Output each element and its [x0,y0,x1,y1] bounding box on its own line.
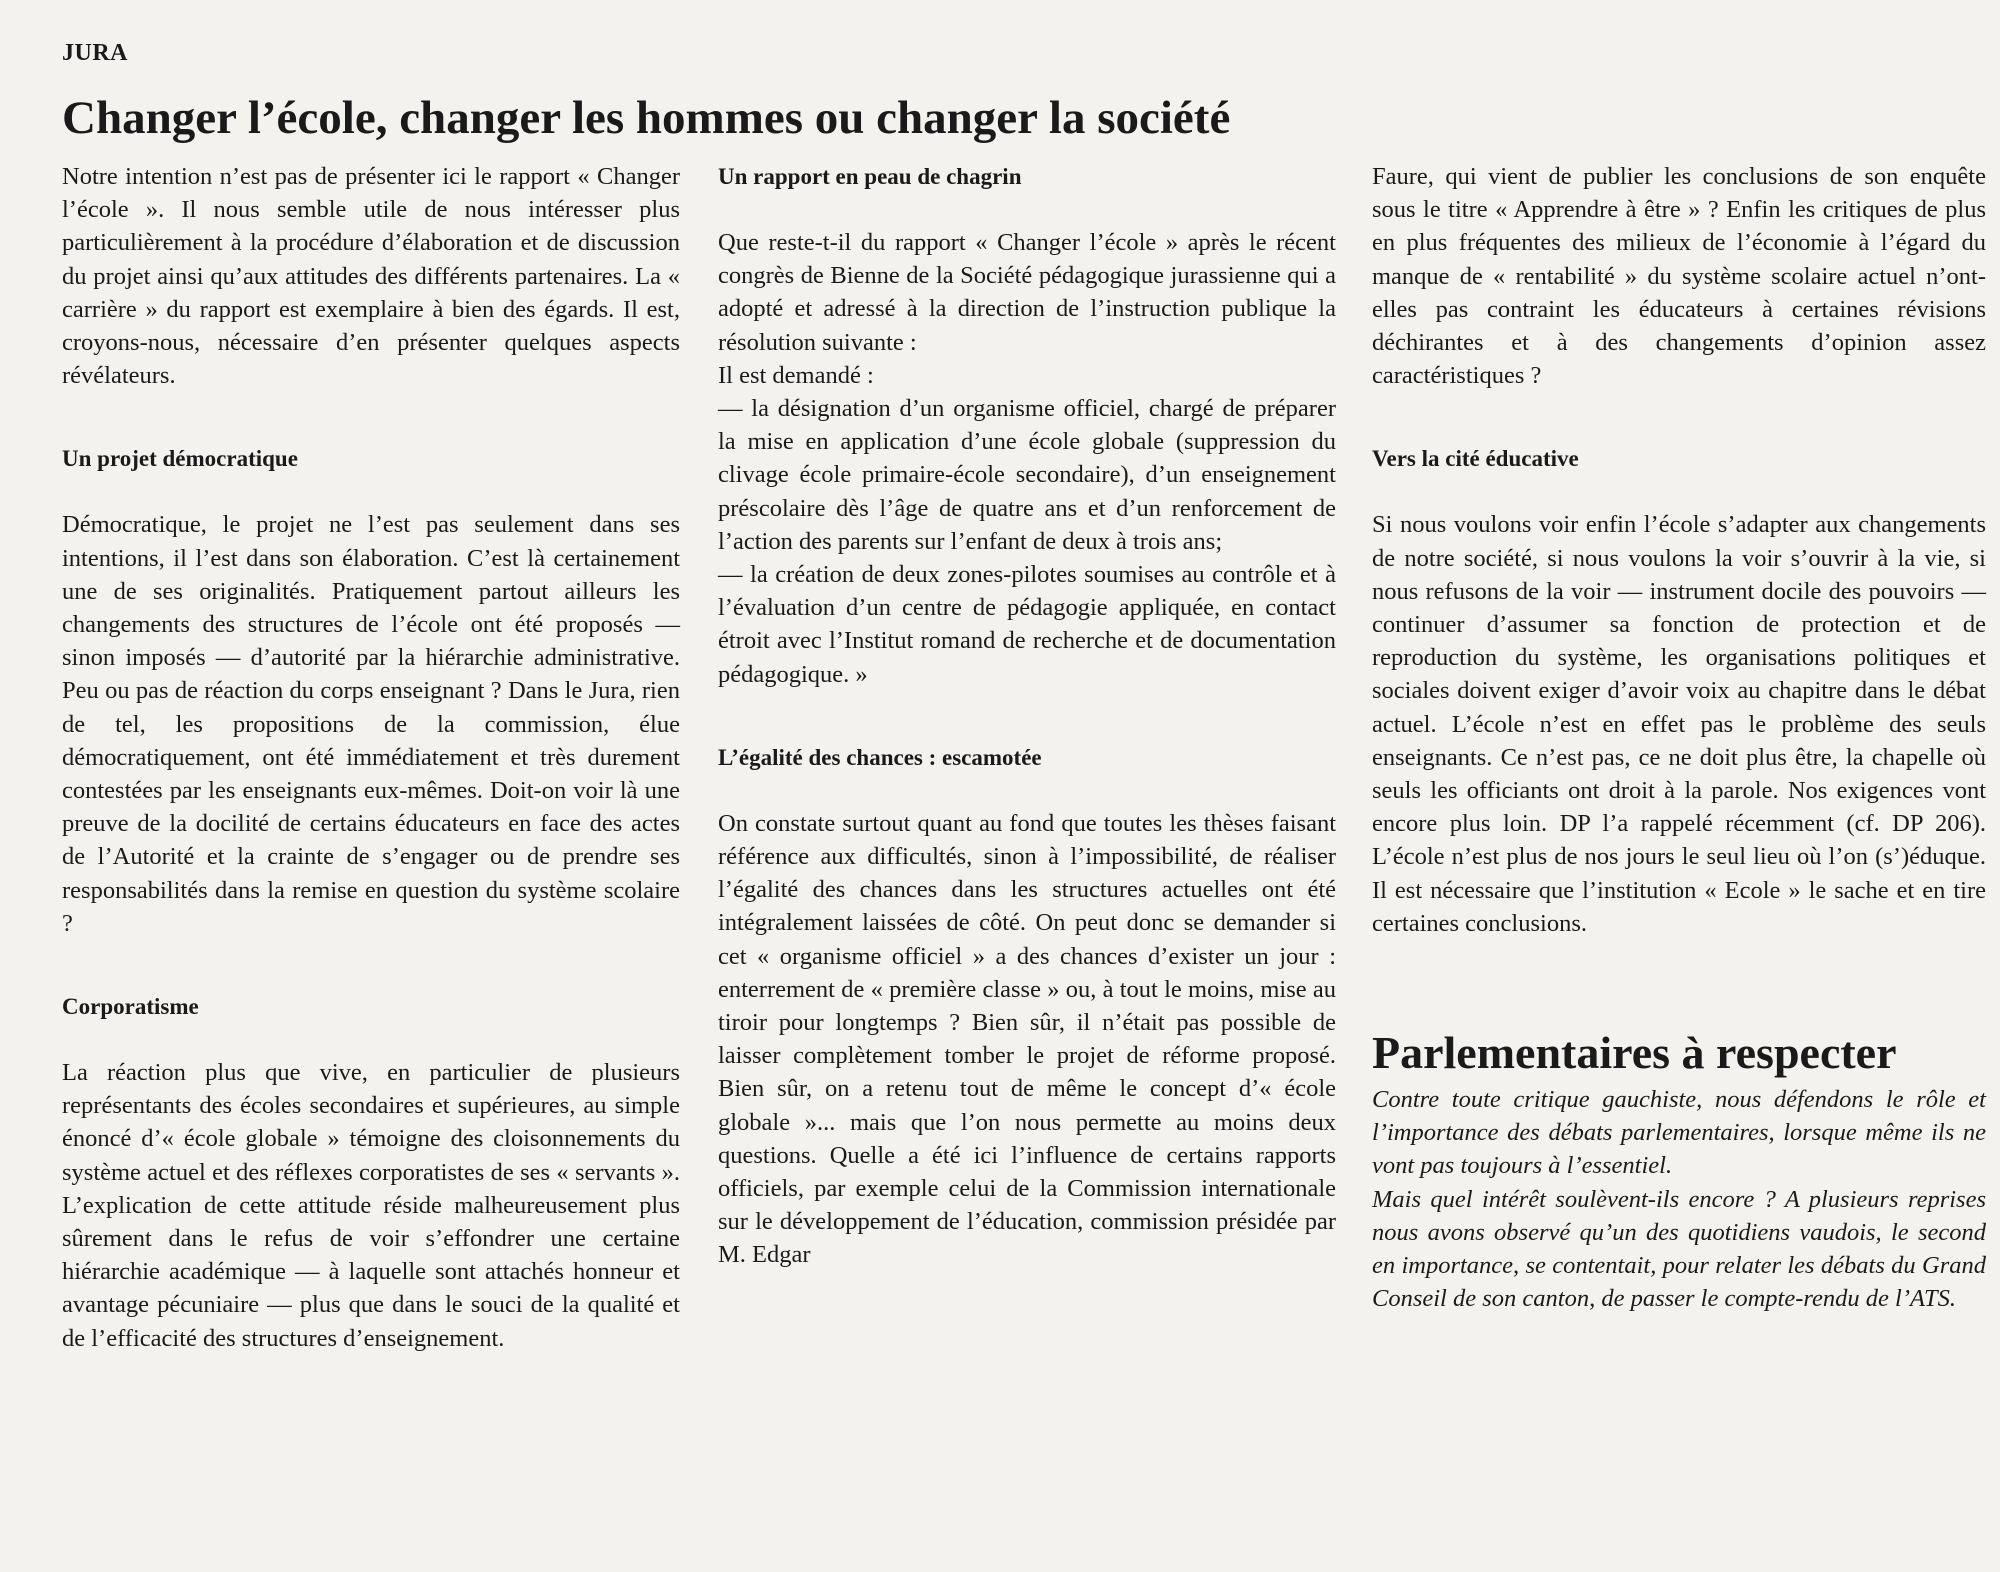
paragraph-peau-de-chagrin: Que reste-t-il du rapport « Changer l’école » après le récent congrès de Bienne de la Société pédagogique jurassienne qui a adopté et adressé à la direction de l’instruction publique la résolution suivante : [718,229,1336,356]
subheading-egalite-des-chances: L’égalité des chances : escamotée [718,744,1042,770]
section-rubric: JURA [62,40,128,66]
second-article-lead-1: Contre toute critique gauchiste, nous défendons le rôle et l’importance des débats parlementaires, lorsque même ils ne vont pas toujours à l’essentiel. [1372,1086,1986,1180]
paragraph-egalite-des-chances: On constate surtout quant au fond que toutes les thèses faisant référence aux difficultés, sinon à l’impossibilité, de réaliser l’égalité des chances dans les structures actuelles ont été intégralement laissées de côté. On peut donc se demander si cet « organisme officiel » a des chances d’exister un jour : enterrement de « première classe » ou, à tout le moins, mise au tiroir pour longtemps ? Bien sûr, il n’était pas possible de laisser complètement tomber le projet de réforme proposé. Bien sûr, on a retenu tout de même le concept d’« école globale »... mais que l’on nous permette au moins deux questions. Quelle a été ici l’influence de certains rapports officiels, par exemple celui de la Commission internationale sur le développement de l’éducation, commission présidée par M. Edgar [718,809,1336,1269]
paragraph-projet-democratique: Démocratique, le projet ne l’est pas seulement dans ses intentions, il l’est dans son élaboration. C’est là certainement une de ses originalités. Pratiquement partout ailleurs les changements des structures de l’école ont été proposés — sinon imposés — d’autorité par la hiérarchie administrative. Peu ou pas de réaction du corps enseignant ? Dans le Jura, rien de tel, les propositions de la commission, élue démocratiquement, ont été immédiatement et très durement contestées par les enseignants eux-mêmes. Doit-on voir là une preuve de la docilité de certains éducateurs en face des actes de l’Autorité et la crainte de s’engager ou de prendre ses responsabilités dans la remise en question du système scolaire ? [62,511,680,937]
demande-line: Il est demandé : [718,361,874,389]
second-article-title: Parlementaires à respecter [1372,1027,1897,1079]
paragraph-continuation: Faure, qui vient de publier les conclusions de son enquête sous le titre « Apprendre à être » ? Enfin les critiques de plus en plus fréquentes des milieux de l’économie à l’égard du manque de « rentabilité » du système scolaire actuel n’ont-elles pas contraint les éducateurs à certaines révisions déchirantes et à des changements d’opinion assez caractéristiques ? [1372,163,1986,390]
column-1 [62,160,680,1355]
article-headline: Changer l’école, changer les hommes ou changer la société [62,92,1231,144]
column-3 [1372,160,1986,1315]
subheading-cite-educative: Vers la cité éducative [1372,446,1579,472]
intro-paragraph: Notre intention n’est pas de présenter ici le rapport « Changer l’école ». Il nous semble utile de nous intéresser plus particulièrement à la procédure d’élaboration et de discussion du projet ainsi qu’aux attitudes des différents partenaires. La « carrière » du rapport est exemplaire à bien des égards. Il est, croyons-nous, nécessaire d’en présenter quelques aspects révélateurs. [62,163,680,390]
paragraph-cite-educative: Si nous voulons voir enfin l’école s’adapter aux changements de notre société, si nous voulons la voir s’ouvrir à la vie, si nous refusons de la voir — instrument docile des pouvoirs — continuer d’assumer sa fonction de protection et de reproduction du système, les organisations politiques et sociales doivent exiger d’avoir voix au chapitre dans le débat actuel. L’école n’est en effet pas le problème des seuls enseignants. Ce n’est pas, ce ne doit plus être, la chapelle où seuls les officiants ont droit à la parole. Nos exigences vont encore plus loin. DP l’a rappelé récemment (cf. DP 206). L’école n’est plus de nos jours le seul lieu où l’on (s’)éduque. Il est nécessaire que l’institution « Ecole » le sache et en tire certaines conclusions. [1372,511,1986,937]
subheading-corporatisme: Corporatisme [62,994,199,1020]
resolution-item-1: — la désignation d’un organisme officiel, chargé de préparer la mise en application d’une école globale (suppression du clivage école primaire-école secondaire), d’un enseignement préscolaire dès l’âge de quatre ans et d’un renforcement de l’action des parents sur l’enfant de deux à trois ans; [718,395,1336,555]
paragraph-corporatisme: La réaction plus que vive, en particulier de plusieurs représentants des écoles secondaires et supérieures, au simple énoncé d’« école globale » témoigne des cloisonnements du système actuel et des réflexes corporatistes de ses « servants ». L’explication de cette attitude réside malheureusement plus sûrement dans le refus de voir s’effondrer une certaine hiérarchie académique — à laquelle sont attachés honneur et avantage pécuniaire — plus que dans le souci de la qualité et de l’efficacité des structures d’enseignement. [62,1059,680,1352]
second-article-lead-2: Mais quel intérêt soulèvent-ils encore ? A plusieurs reprises nous avons observé qu’un des quotidiens vaudois, le second en importance, se contentait, pour relater les débats du Grand Conseil de son canton, de passer le compte-rendu de l’ATS. [1372,1185,1986,1313]
subheading-projet-democratique: Un projet démocratique [62,446,298,472]
resolution-item-2: — la création de deux zones-pilotes soumises au contrôle et à l’évaluation d’un centre de pédagogie appliquée, en contact étroit avec l’Institut romand de recherche et de documentation pédagogique. » [718,561,1336,688]
subheading-peau-de-chagrin: Un rapport en peau de chagrin [718,164,1022,189]
column-2 [718,160,1336,1272]
